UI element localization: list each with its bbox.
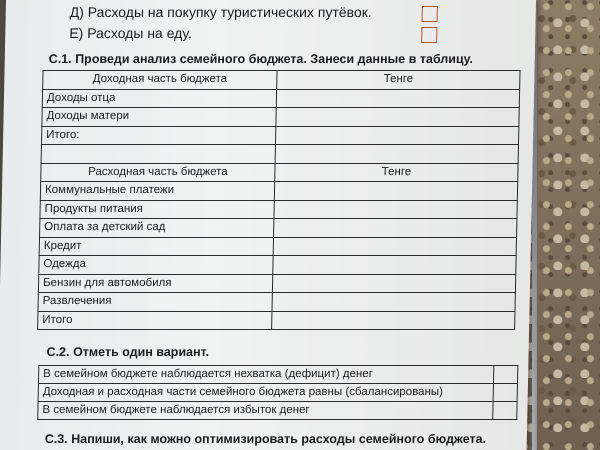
table-row: [40, 200, 517, 219]
table-row: [42, 89, 519, 108]
table-row: [42, 108, 519, 127]
expense-value-cell[interactable]: [272, 311, 515, 330]
option-surplus: В семейном бюджете наблюдается избыток денег: [38, 402, 494, 420]
section2-title: С.2. Отметь один вариант.: [46, 345, 210, 359]
empty-cell: [41, 145, 275, 164]
expense-row-entertainment: Развлечения: [38, 293, 272, 312]
expense-row-clothing: Одежда: [39, 256, 273, 275]
income-header: Доходная часть бюджета: [43, 71, 277, 90]
expense-row-kindergarten: Оплата за детский сад: [40, 219, 274, 238]
option-balanced-mark-cell[interactable]: [493, 384, 517, 402]
table-row: [41, 145, 518, 164]
table-row: [38, 293, 515, 312]
expense-currency-header: Тенге: [275, 163, 518, 182]
expense-row-credit: Кредит: [39, 237, 273, 256]
expense-row-utilities: Коммунальные платежи: [40, 182, 274, 201]
income-value-cell[interactable]: [276, 89, 519, 108]
budget-table: [37, 70, 520, 330]
expense-value-cell[interactable]: [274, 182, 517, 201]
table-row: [40, 219, 517, 238]
table-row: [38, 311, 515, 330]
table-row: [41, 163, 518, 182]
table-row: [38, 274, 515, 293]
expense-value-cell[interactable]: [274, 200, 517, 219]
table-row: [39, 237, 516, 256]
item-d-checkbox[interactable]: [422, 6, 438, 22]
table-row: [40, 182, 517, 201]
item-e-food-expenses: Е) Расходы на еду.: [69, 25, 193, 41]
currency-header: Тенге: [277, 71, 520, 90]
expense-value-cell[interactable]: [272, 274, 515, 293]
income-value-cell[interactable]: [276, 126, 519, 145]
table-row: [41, 126, 518, 145]
table-row: [39, 256, 516, 275]
expense-value-cell[interactable]: [273, 256, 516, 275]
option-deficit-mark-cell[interactable]: [494, 366, 518, 384]
expense-header: Расходная часть бюджета: [41, 163, 275, 182]
empty-cell: [275, 145, 518, 164]
expense-value-cell[interactable]: [272, 293, 515, 312]
expense-value-cell[interactable]: [273, 237, 516, 256]
expense-row-gasoline: Бензин для автомобиля: [38, 274, 272, 293]
income-row-total: Итого:: [41, 126, 275, 145]
table-row: [38, 384, 517, 402]
expense-row-food: Продукты питания: [40, 200, 274, 219]
section3-title: С.3. Напиши, как можно оптимизировать расходы семейного бюджета.: [44, 432, 487, 446]
income-row-father: Доходы отца: [42, 89, 276, 108]
variants-table: [37, 365, 518, 420]
item-d-tour-expenses: Д) Расходы на покупку туристических путёвок.: [69, 4, 372, 20]
income-row-mother: Доходы матери: [42, 108, 276, 127]
expense-row-total: Итого: [38, 311, 272, 330]
expense-value-cell[interactable]: [274, 219, 517, 238]
section1-title: С.1. Проведи анализ семейного бюджета. Занеси данные в таблицу.: [48, 52, 474, 66]
income-value-cell[interactable]: [276, 108, 519, 127]
table-row: [43, 71, 520, 90]
table-row: [38, 366, 517, 384]
item-e-checkbox[interactable]: [421, 27, 437, 43]
option-surplus-mark-cell[interactable]: [493, 402, 517, 420]
table-row: [38, 402, 517, 420]
option-balanced: Доходная и расходная части семейного бюджета равны (сбалансированы): [38, 384, 494, 402]
option-deficit: В семейном бюджете наблюдается нехватка (дефицит) денег: [38, 366, 494, 384]
